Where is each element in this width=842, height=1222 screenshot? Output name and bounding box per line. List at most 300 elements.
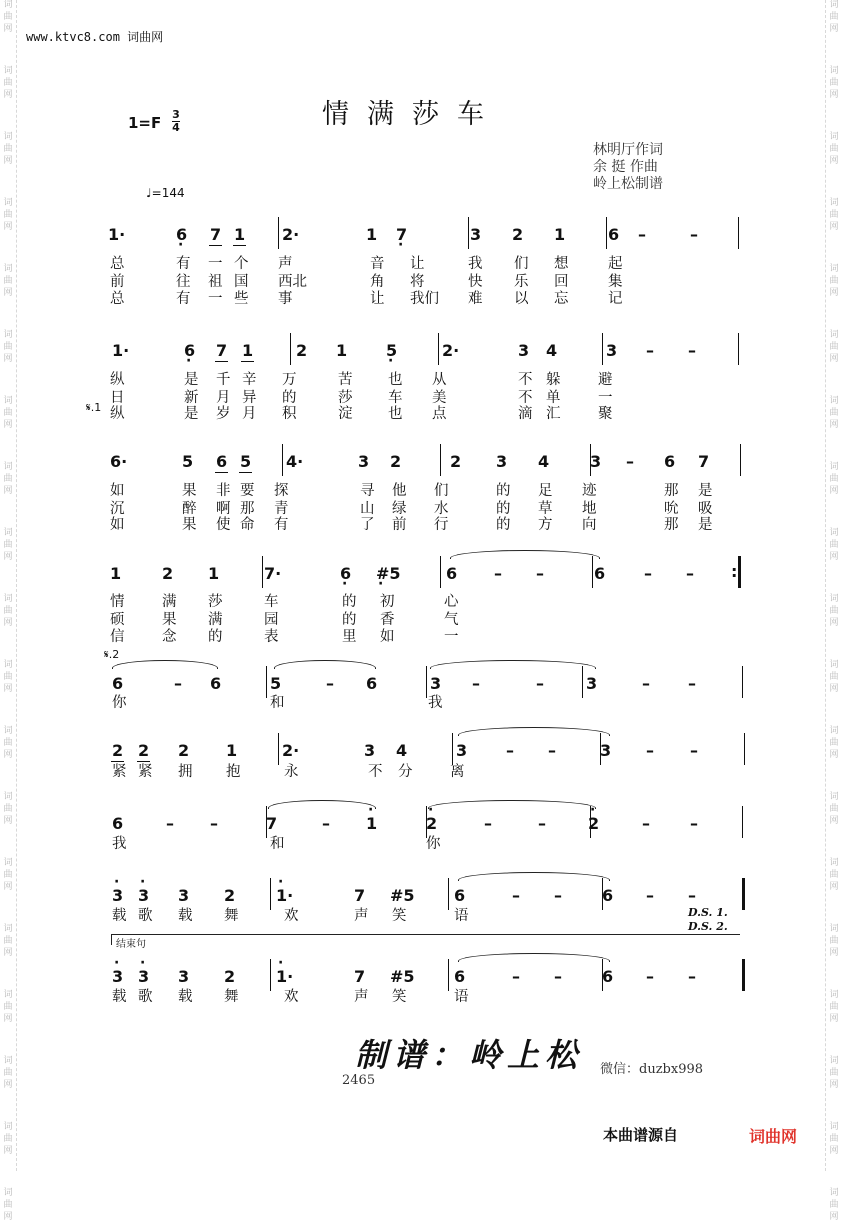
lyric-syllable: 有 xyxy=(274,517,289,533)
lyric-syllable: 如 xyxy=(110,483,125,499)
lyric-syllable: 滴 xyxy=(518,406,533,422)
lyric-syllable: 沉 xyxy=(110,501,125,517)
watermark-char: 网 xyxy=(829,1146,839,1156)
lyric-line xyxy=(98,696,746,711)
bar-line xyxy=(270,959,271,991)
note: – xyxy=(554,886,562,905)
watermark-char: 曲 xyxy=(829,276,839,286)
watermark-char: 网 xyxy=(829,882,839,892)
lyric-syllable: 分 xyxy=(398,764,413,780)
site-watermark[interactable]: www.ktvc8.com 词曲网 xyxy=(26,30,164,44)
bar-line xyxy=(440,556,441,588)
lyric-syllable: 让 xyxy=(410,256,425,272)
note: 2· xyxy=(282,225,300,244)
note: – xyxy=(174,674,182,693)
watermark-char: 词 xyxy=(829,858,839,868)
watermark-char: 网 xyxy=(829,288,839,298)
note: 6 xyxy=(454,967,466,986)
watermark-char: 网 xyxy=(829,1212,839,1222)
lyric-syllable: 乐 xyxy=(514,274,529,290)
lyric-syllable: 从 xyxy=(432,372,447,388)
watermark-char: 词 xyxy=(3,594,13,604)
watermark-char: 曲 xyxy=(829,870,839,880)
watermark-char: 词 xyxy=(829,792,839,802)
watermark-char: 曲 xyxy=(3,474,13,484)
lyric-syllable: 硕 xyxy=(110,612,125,628)
lyric-syllable: 欢 xyxy=(284,908,299,924)
note: 5 xyxy=(240,452,252,471)
note: 2 xyxy=(224,886,236,905)
note: 2 xyxy=(178,741,190,760)
watermark-char: 词 xyxy=(829,198,839,208)
note: 6 xyxy=(446,564,458,583)
tempo-marking: ♩=144 xyxy=(146,186,185,200)
lyric-line xyxy=(98,257,746,272)
note: 2 xyxy=(390,452,402,471)
note: 5 · xyxy=(386,341,397,360)
note-line xyxy=(98,444,746,476)
bar-line xyxy=(742,959,745,991)
note: 4· xyxy=(286,452,304,471)
note: 3 xyxy=(358,452,370,471)
watermark-char: 网 xyxy=(3,90,13,100)
watermark-char: 网 xyxy=(829,618,839,628)
watermark-char: 词 xyxy=(3,726,13,736)
note: 3 xyxy=(364,741,376,760)
watermark-char: 网 xyxy=(3,882,13,892)
lyric-line xyxy=(98,837,746,852)
note: 6 xyxy=(210,674,222,693)
bar-line xyxy=(426,666,427,698)
lyric-syllable: 青 xyxy=(274,501,289,517)
note: – xyxy=(494,564,502,583)
watermark-char: 网 xyxy=(3,948,13,958)
note: – xyxy=(642,674,650,693)
watermark-char: 曲 xyxy=(829,606,839,616)
lyric-syllable: 的 xyxy=(496,483,511,499)
watermark-char: 曲 xyxy=(829,1134,839,1144)
lyric-syllable: 一 xyxy=(444,629,459,645)
watermark-char: 词 xyxy=(3,792,13,802)
watermark-char: 词 xyxy=(829,66,839,76)
watermark-char: 网 xyxy=(3,1014,13,1024)
note: – xyxy=(506,741,514,760)
watermark-char: 曲 xyxy=(3,540,13,550)
slur xyxy=(274,660,376,669)
note: – xyxy=(484,814,492,833)
lyric-syllable: 情 xyxy=(110,594,125,610)
watermark-char: 网 xyxy=(829,420,839,430)
note: 3 xyxy=(178,967,190,986)
note: · 3 xyxy=(112,886,123,905)
watermark-char: 曲 xyxy=(829,1068,839,1078)
note: – xyxy=(642,814,650,833)
time-signature xyxy=(172,110,180,133)
watermark-char: 曲 xyxy=(3,12,13,22)
lyric-syllable: 也 xyxy=(388,372,403,388)
lyric-syllable: 迹 xyxy=(582,483,597,499)
note: · 3 xyxy=(138,967,149,986)
lyric-syllable: 你 xyxy=(112,695,127,711)
watermark-char: 曲 xyxy=(829,474,839,484)
note: 6 xyxy=(664,452,676,471)
time-sig-bottom: 4 xyxy=(172,121,180,134)
segno-mark: 𝄋.2 xyxy=(104,648,120,661)
note: – xyxy=(638,225,646,244)
watermark-char: 曲 xyxy=(829,408,839,418)
watermark-char: 曲 xyxy=(829,210,839,220)
note: 3 xyxy=(470,225,482,244)
note: #5 xyxy=(390,967,415,986)
watermark-char: 曲 xyxy=(3,144,13,154)
lyric-syllable: 以 xyxy=(514,291,529,307)
bar-line xyxy=(742,806,743,838)
dal-segno-mark: D.S. 1. xyxy=(688,906,728,919)
bar-line: : xyxy=(738,556,741,588)
watermark-char: 网 xyxy=(829,24,839,34)
note-line xyxy=(98,556,746,588)
watermark-char: 词 xyxy=(829,1122,839,1132)
lyric-syllable: 聚 xyxy=(598,406,613,422)
brand-link[interactable]: 词曲网 xyxy=(749,1127,798,1146)
lyric-syllable: 啊 xyxy=(216,501,231,517)
note: · 3 xyxy=(138,886,149,905)
watermark-char: 网 xyxy=(3,618,13,628)
lyric-syllable: 莎 xyxy=(208,594,223,610)
lyric-syllable: 音 xyxy=(370,256,385,272)
bar-line xyxy=(738,333,739,365)
bar-line xyxy=(438,333,439,365)
lyric-syllable: 西北 xyxy=(278,274,307,290)
lyric-syllable: 也 xyxy=(388,406,403,422)
note: – xyxy=(536,564,544,583)
lyric-syllable: 那 xyxy=(240,501,255,517)
left-watermark-strip xyxy=(0,0,17,1222)
lyric-syllable: 是 xyxy=(698,517,713,533)
watermark-char: 曲 xyxy=(829,342,839,352)
lyric-syllable: 果 xyxy=(182,483,197,499)
lyric-syllable: 我们 xyxy=(410,291,439,307)
watermark-char: 网 xyxy=(829,90,839,100)
lyric-syllable: 抱 xyxy=(226,764,241,780)
lyric-syllable: 有 xyxy=(176,291,191,307)
lyric-syllable: 快 xyxy=(468,274,483,290)
note: – xyxy=(686,564,694,583)
lyric-syllable: 前 xyxy=(392,517,407,533)
watermark-char: 词 xyxy=(829,462,839,472)
note: 6 xyxy=(602,967,614,986)
note: 2 xyxy=(450,452,462,471)
note: – xyxy=(548,741,556,760)
watermark-char: 网 xyxy=(3,354,13,364)
slur xyxy=(112,660,218,669)
note: 1 xyxy=(226,741,238,760)
lyric-line xyxy=(98,373,746,388)
lyric-syllable: 美 xyxy=(432,390,447,406)
note: #5 xyxy=(390,886,415,905)
lyric-syllable: 心 xyxy=(444,594,459,610)
lyric-syllable: 要 xyxy=(240,483,255,499)
note: 4 xyxy=(396,741,408,760)
slur xyxy=(430,660,596,669)
bar-line xyxy=(606,217,607,249)
lyric-syllable: 草 xyxy=(538,501,553,517)
watermark-char: 曲 xyxy=(829,540,839,550)
note: 3 xyxy=(456,741,468,760)
lyric-syllable: 异 xyxy=(242,390,257,406)
watermark-char: 曲 xyxy=(3,672,13,682)
bar-line xyxy=(740,444,741,476)
watermark-char: 词 xyxy=(829,264,839,274)
lyric-syllable: 欢 xyxy=(284,989,299,1005)
lyric-syllable: 方 xyxy=(538,517,553,533)
note: 2 xyxy=(112,741,124,760)
song-title: 情满莎车 xyxy=(322,99,502,130)
note: 3 xyxy=(590,452,602,471)
lyric-syllable: 个 xyxy=(234,256,249,272)
lyric-syllable: 离 xyxy=(450,764,465,780)
lyric-syllable: 们 xyxy=(514,256,529,272)
note: 2· xyxy=(442,341,460,360)
watermark-char: 网 xyxy=(829,486,839,496)
note: 3 xyxy=(178,886,190,905)
lyric-syllable: 行 xyxy=(434,517,449,533)
note: – xyxy=(688,674,696,693)
lyric-syllable: 莎 xyxy=(338,390,353,406)
lyric-syllable: 新 xyxy=(184,390,199,406)
watermark-char: 网 xyxy=(3,1146,13,1156)
note-line xyxy=(98,666,746,698)
watermark-char: 网 xyxy=(3,816,13,826)
watermark-char: 词 xyxy=(3,924,13,934)
lyric-syllable: 将 xyxy=(410,274,425,290)
note: 3 xyxy=(496,452,508,471)
note: 2 xyxy=(138,741,150,760)
watermark-char: 网 xyxy=(829,1080,839,1090)
watermark-char: 曲 xyxy=(3,738,13,748)
watermark-char: 曲 xyxy=(3,606,13,616)
lyric-syllable: 水 xyxy=(434,501,449,517)
note: · 1 xyxy=(366,814,377,833)
bar-line xyxy=(266,666,267,698)
note: 3 xyxy=(606,341,618,360)
watermark-char: 词 xyxy=(829,990,839,1000)
lyric-line xyxy=(98,484,746,499)
watermark-char: 曲 xyxy=(829,12,839,22)
slur xyxy=(458,953,610,962)
lyric-syllable: 辛 xyxy=(242,372,257,388)
note: 6 · xyxy=(184,341,195,360)
lyric-syllable: 里 xyxy=(342,629,357,645)
watermark-char: 网 xyxy=(3,1080,13,1090)
watermark-char: 曲 xyxy=(829,78,839,88)
note: 7 · xyxy=(396,225,407,244)
lyric-syllable: 和 xyxy=(270,836,285,852)
note: #5 · xyxy=(376,564,401,583)
lyric-syllable: 他 xyxy=(392,483,407,499)
note-line xyxy=(98,878,746,910)
lyric-syllable: 积 xyxy=(282,406,297,422)
watermark-char: 词 xyxy=(3,990,13,1000)
lyric-syllable: 声 xyxy=(278,256,293,272)
watermark-char: 词 xyxy=(3,462,13,472)
bar-line xyxy=(290,333,291,365)
lyric-syllable: 想 xyxy=(554,256,569,272)
watermark-char: 曲 xyxy=(3,936,13,946)
note: · 2 xyxy=(588,814,599,833)
watermark-char: 网 xyxy=(3,552,13,562)
note: 2· xyxy=(282,741,300,760)
note: 6 xyxy=(454,886,466,905)
note-line xyxy=(98,959,746,991)
lyric-syllable: 我 xyxy=(112,836,127,852)
note-line xyxy=(98,806,746,838)
watermark-char: 曲 xyxy=(3,408,13,418)
lyric-syllable: 避 xyxy=(598,372,613,388)
watermark-char: 词 xyxy=(829,924,839,934)
lyric-syllable: 有 xyxy=(176,256,191,272)
lyric-syllable: 不 xyxy=(368,764,383,780)
lyric-syllable: 单 xyxy=(546,390,561,406)
lyric-syllable: 念 xyxy=(162,629,177,645)
lyric-syllable: 果 xyxy=(162,612,177,628)
lyric-syllable: 纵 xyxy=(110,406,125,422)
note: – xyxy=(326,674,334,693)
segno-mark: 𝄋.1 xyxy=(86,401,102,414)
lyric-syllable: 绿 xyxy=(392,501,407,517)
watermark-char: 曲 xyxy=(3,1068,13,1078)
note: 4 xyxy=(538,452,550,471)
bar-line xyxy=(582,666,583,698)
lyric-syllable: 山 xyxy=(360,501,375,517)
lyric-syllable: 如 xyxy=(380,629,395,645)
watermark-char: 词 xyxy=(829,660,839,670)
signature: 制谱：岭上松 xyxy=(355,1036,584,1074)
note: 7 xyxy=(354,886,366,905)
lyric-syllable: 的 xyxy=(496,501,511,517)
note: 5 xyxy=(270,674,282,693)
lyric-syllable: 载 xyxy=(178,989,193,1005)
lyric-syllable: 声 xyxy=(354,989,369,1005)
lyric-syllable: 向 xyxy=(582,517,597,533)
lyric-line xyxy=(98,909,746,924)
note: 6 xyxy=(216,452,228,471)
lyric-syllable: 满 xyxy=(162,594,177,610)
note: 7· xyxy=(264,564,282,583)
lyric-syllable: 一 xyxy=(598,390,613,406)
note: 6 xyxy=(366,674,378,693)
note: 1 xyxy=(234,225,246,244)
lyric-syllable: 一 xyxy=(208,256,223,272)
watermark-char: 网 xyxy=(829,1014,839,1024)
note: 1 xyxy=(336,341,348,360)
lyric-syllable: 你 xyxy=(426,836,441,852)
lyric-syllable: 笑 xyxy=(392,989,407,1005)
watermark-char: 词 xyxy=(829,132,839,142)
lyricist-credit: 林明厅作词 xyxy=(593,142,663,158)
lyric-line xyxy=(98,595,746,610)
note: 1 xyxy=(110,564,122,583)
note: – xyxy=(688,886,696,905)
lyric-syllable: 使 xyxy=(216,517,231,533)
lyric-syllable: 笑 xyxy=(392,908,407,924)
lyric-syllable: 语 xyxy=(454,989,469,1005)
watermark-char: 曲 xyxy=(829,672,839,682)
lyric-syllable: 我 xyxy=(468,256,483,272)
note: 6 xyxy=(112,814,124,833)
bar-line xyxy=(452,733,453,765)
lyric-line xyxy=(98,613,746,628)
lyric-syllable: 满 xyxy=(208,612,223,628)
lyric-syllable: 了 xyxy=(360,517,375,533)
note: – xyxy=(554,967,562,986)
watermark-char: 曲 xyxy=(829,1002,839,1012)
watermark-char: 词 xyxy=(3,66,13,76)
lyric-syllable: 园 xyxy=(264,612,279,628)
watermark-char: 曲 xyxy=(3,1002,13,1012)
note: – xyxy=(646,967,654,986)
lyric-syllable: 拥 xyxy=(178,764,193,780)
watermark-char: 网 xyxy=(829,750,839,760)
watermark-char: 词 xyxy=(829,594,839,604)
note: 1· xyxy=(108,225,126,244)
lyric-syllable: 不 xyxy=(518,372,533,388)
note: · 1· xyxy=(276,886,293,905)
note: – xyxy=(166,814,174,833)
lyric-syllable: 的 xyxy=(282,390,297,406)
note-line xyxy=(98,217,746,249)
watermark-char: 词 xyxy=(3,1122,13,1132)
bar-line xyxy=(278,217,279,249)
watermark-char: 网 xyxy=(3,486,13,496)
lyric-syllable: 寻 xyxy=(360,483,375,499)
note: 1· xyxy=(112,341,130,360)
note: 7 xyxy=(210,225,222,244)
lyric-syllable: 车 xyxy=(388,390,403,406)
composer-credit: 余 挺 作曲 xyxy=(593,159,658,175)
lyric-syllable: 舞 xyxy=(224,908,239,924)
lyric-syllable: 总 xyxy=(110,291,125,307)
lyric-syllable: 些 xyxy=(234,291,249,307)
watermark-char: 网 xyxy=(829,948,839,958)
note: – xyxy=(690,741,698,760)
lyric-syllable: 歌 xyxy=(138,908,153,924)
lyric-syllable: 集 xyxy=(608,274,623,290)
watermark-char: 词 xyxy=(829,528,839,538)
note: 4 xyxy=(546,341,558,360)
lyric-syllable: 苦 xyxy=(338,372,353,388)
bar-line xyxy=(592,556,593,588)
lyric-syllable: 是 xyxy=(698,483,713,499)
lyric-syllable: 吮 xyxy=(664,501,679,517)
watermark-char: 曲 xyxy=(829,144,839,154)
watermark-char: 网 xyxy=(3,684,13,694)
watermark-char: 词 xyxy=(3,396,13,406)
watermark-char: 网 xyxy=(3,222,13,232)
lyric-syllable: 们 xyxy=(434,483,449,499)
lyric-syllable: 总 xyxy=(110,256,125,272)
lyric-syllable: 声 xyxy=(354,908,369,924)
lyric-syllable: 舞 xyxy=(224,989,239,1005)
right-watermark-strip xyxy=(825,0,842,1222)
note: – xyxy=(626,452,634,471)
lyric-syllable: 香 xyxy=(380,612,395,628)
note: 6· xyxy=(110,452,128,471)
note: – xyxy=(210,814,218,833)
note: 7 xyxy=(216,341,228,360)
lyric-syllable: 纵 xyxy=(110,372,125,388)
watermark-char: 词 xyxy=(3,528,13,538)
